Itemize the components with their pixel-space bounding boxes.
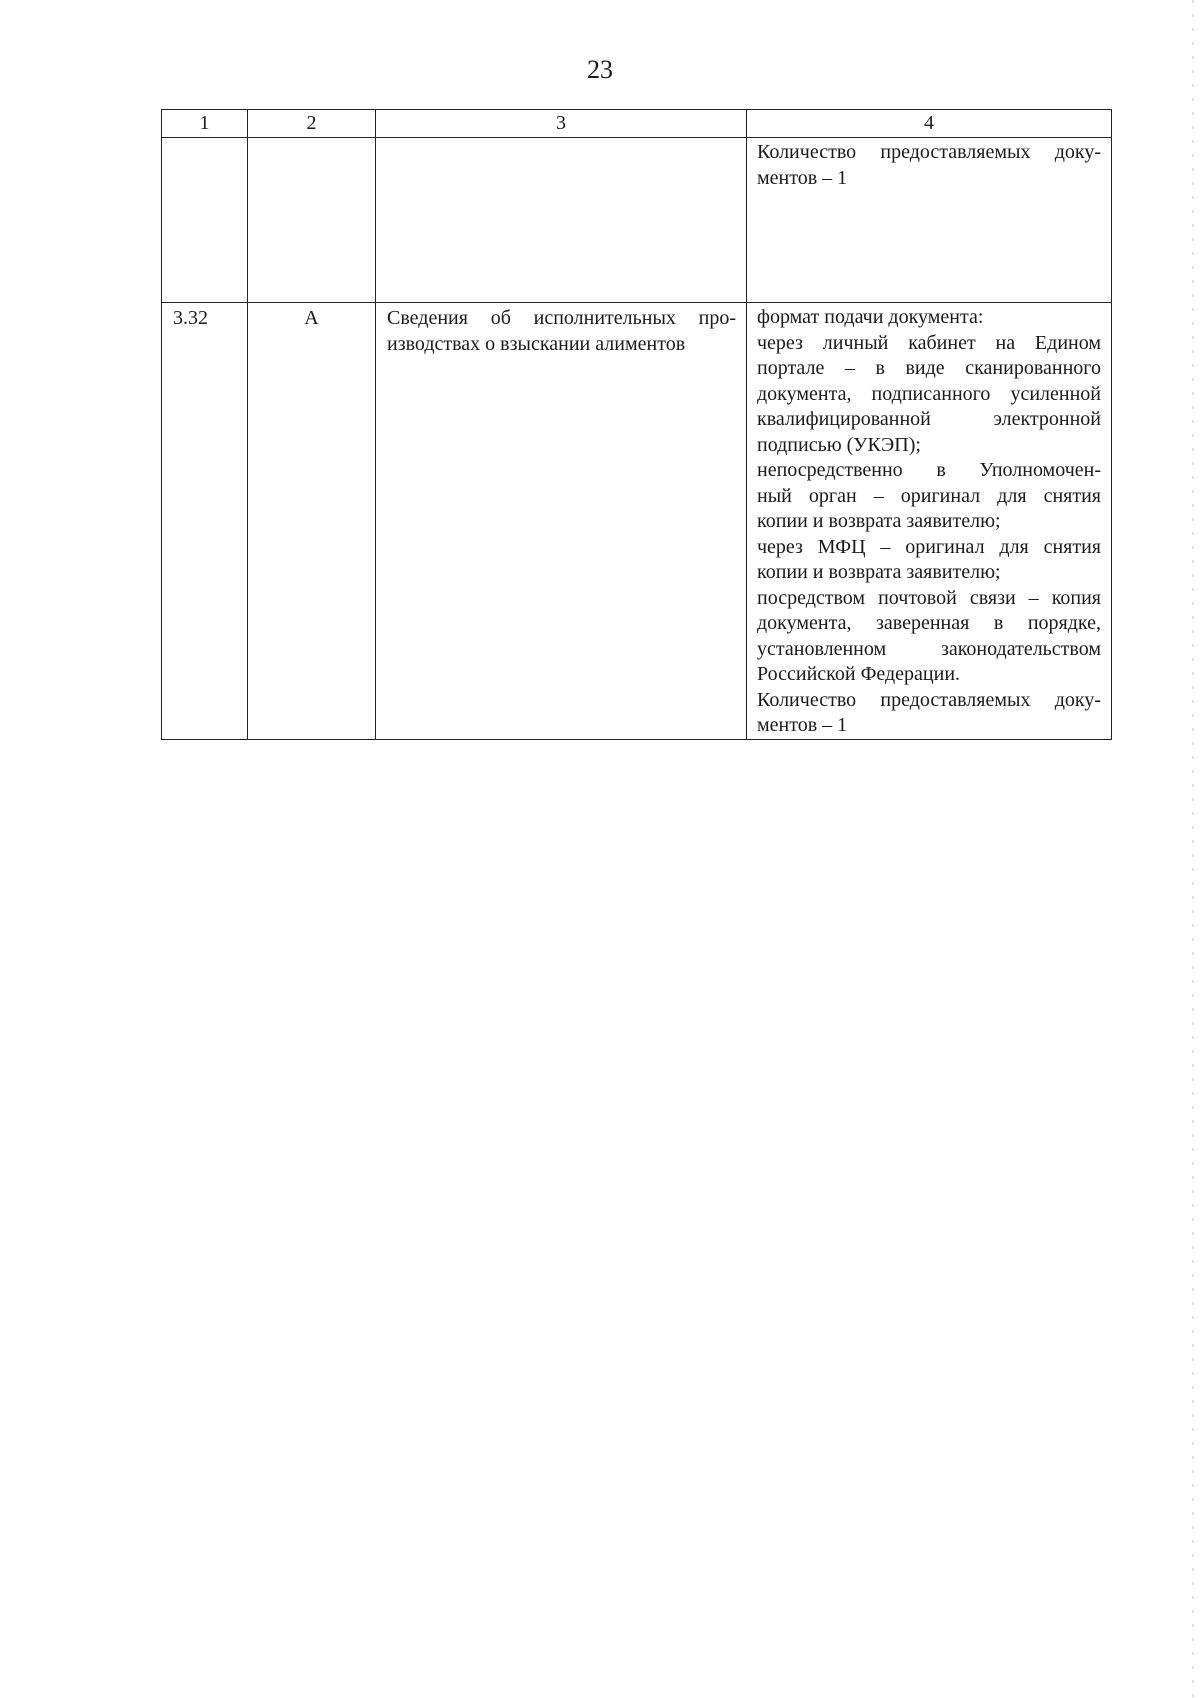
doc-name-line: изводствах о взыскании алиментов <box>387 332 686 355</box>
header-col-2: 2 <box>248 110 376 138</box>
scan-edge-artifact <box>1192 0 1194 1698</box>
row-number: 3.32 <box>162 303 248 740</box>
format-line: ный орган – оригинал для снятия <box>757 484 1101 507</box>
format-line: портале – в виде сканированного <box>757 357 1101 379</box>
format-line: квалифицированной электронной <box>757 408 1101 430</box>
format-line: посредством почтовой связи – копия <box>757 586 1101 609</box>
format-line: через личный кабинет на Едином <box>757 331 1101 354</box>
cont-col-1 <box>162 138 248 303</box>
document-table <box>161 109 1112 740</box>
format-line: подписью (УКЭП); <box>757 433 921 456</box>
format-line: копии и возврата заявителю; <box>757 561 1001 583</box>
format-line: копии и возврата заявителю; <box>757 510 1001 532</box>
row-document-name <box>376 303 747 740</box>
cont-col-3 <box>376 138 747 303</box>
row-submission-format <box>747 303 1112 740</box>
format-line: ментов – 1 <box>757 714 848 736</box>
header-col-1: 1 <box>162 110 248 138</box>
format-line: документа, подписанного усиленной <box>757 382 1101 405</box>
cont-col-2 <box>248 138 376 303</box>
format-line: документа, заверенная в порядке, <box>757 612 1101 634</box>
format-line: формат подачи документа: <box>757 306 984 328</box>
table-row-3-32 <box>162 303 1112 740</box>
cont-col-4 <box>747 138 1112 303</box>
doc-name-line: Сведения об исполнительных про- <box>387 307 736 329</box>
format-line: Количество предоставляемых доку- <box>757 688 1101 711</box>
cont-col4-line: Количество предоставляемых доку- <box>757 141 1101 163</box>
page-number: 23 <box>587 55 613 84</box>
table-row-continued <box>162 138 1112 303</box>
header-col-4: 4 <box>747 110 1112 138</box>
cont-col4-line: ментов – 1 <box>757 166 848 189</box>
table-header-row <box>162 110 1112 138</box>
header-col-3: 3 <box>376 110 747 138</box>
row-category: А <box>248 303 376 740</box>
format-line: через МФЦ – оригинал для снятия <box>757 535 1101 558</box>
format-line: установленном законодательством <box>757 637 1101 660</box>
format-line: непосредственно в Уполномочен- <box>757 459 1101 481</box>
format-line: Российской Федерации. <box>757 663 961 685</box>
